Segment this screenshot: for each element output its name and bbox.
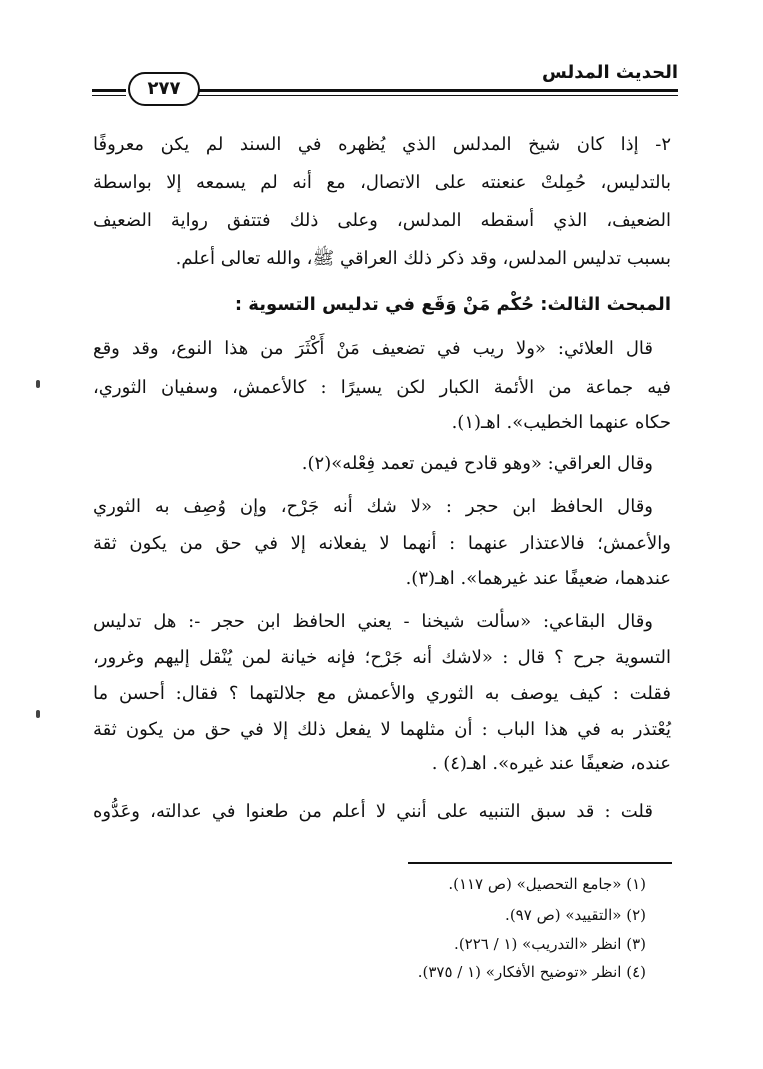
- page-number: ٢٧٧: [128, 72, 200, 106]
- body-line: الضعيف، الذي أسقطه المدلس، وعلى ذلك فتتفق رواية الضعيف: [93, 210, 671, 231]
- section-heading: المبحث الثالث: حُكْم مَنْ وَقَع في تدليس التسوية :: [234, 294, 671, 315]
- body-line: ٢- إذا كان شيخ المدلس الذي يُظهره في السند لم يكن معروفًا: [93, 134, 671, 155]
- footnote: (١) «جامع التحصيل» (ص ١١٧).: [448, 875, 646, 893]
- body-line: التسوية جرح ؟ قال : «لاشك أنه جَرْح؛ فإنه خيانة لمن يُنْقل إليهم وغرور،: [93, 647, 671, 668]
- body-line: قلت : قد سبق التنبيه على أنني لا أعلم من طعنوا في عدالته، وعَدُّوه: [93, 801, 653, 822]
- body-line: وقال الحافظ ابن حجر : «لا شك أنه جَرْح، وإن وُصِف به الثوري: [93, 496, 653, 517]
- header-rule-long-thin: [194, 95, 678, 96]
- running-title: الحديث المدلس: [542, 62, 678, 83]
- footnote-separator: [408, 862, 672, 864]
- footnote: (٢) «التقييد» (ص ٩٧).: [505, 906, 646, 924]
- body-line: بالتدليس، حُمِلتْ عنعنته على الاتصال، مع أنه لم يسمعه إلا بواسطة: [93, 172, 671, 193]
- body-line: عندهما، ضعيفًا عند غيرهما». اهـ(٣).: [405, 568, 671, 589]
- body-line: فقلت : كيف يوصف به الثوري والأعمش مع جلالتهما ؟ فقال: أحسن ما: [93, 683, 671, 704]
- footnote: (٤) انظر «توضيح الأفكار» (١ / ٣٧٥).: [417, 963, 646, 981]
- body-line: عنده، ضعيفًا عند غيره». اهـ(٤) .: [431, 753, 671, 774]
- header-rule-long-thick: [194, 89, 678, 92]
- body-line: وقال العراقي: «وهو قادح فيمن تعمد فِعْله»(٢).: [301, 453, 653, 474]
- scan-mark: [36, 380, 40, 388]
- body-line: بسبب تدليس المدلس، وقد ذكر ذلك العراقي ﷺ، والله تعالى أعلم.: [175, 248, 671, 269]
- scan-mark: [36, 710, 40, 718]
- body-line: قال العلائي: «ولا ريب في تضعيف مَنْ أَكْثَرَ من هذا النوع، وقد وقع: [93, 338, 653, 359]
- body-line: والأعمش؛ فالاعتذار عنهما : أنهما لا يفعلانه إلا في حق من يكون ثقة: [93, 533, 671, 554]
- body-line: وقال البقاعي: «سألت شيخنا - يعني الحافظ ابن حجر -: هل تدليس: [93, 611, 653, 632]
- page-header: [92, 58, 678, 106]
- header-rule-short-thin: [92, 95, 126, 96]
- body-line: حكاه عنهما الخطيب». اهـ(١).: [451, 412, 671, 433]
- header-rule-short-thick: [92, 89, 126, 92]
- body-line: فيه جماعة من الأئمة الكبار لكن يسيرًا : كالأعمش، وسفيان الثوري،: [93, 377, 671, 398]
- body-line: يُعْتذر به في هذا الباب : أن مثلهما لا يفعل ذلك إلا في حق من يكون ثقة: [93, 719, 671, 740]
- footnote: (٣) انظر «التدريب» (١ / ٢٢٦).: [454, 935, 646, 953]
